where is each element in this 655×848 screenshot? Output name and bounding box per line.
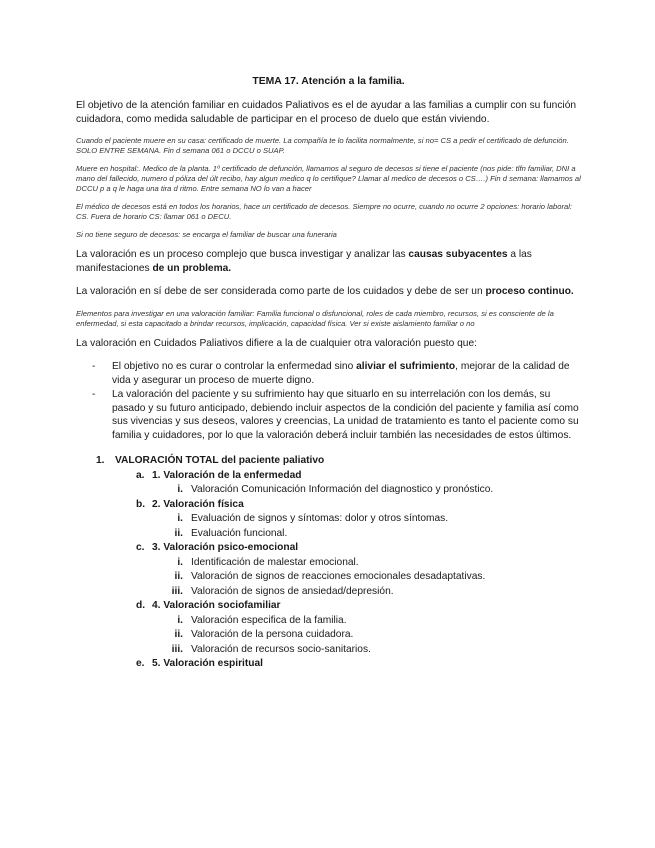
outline-item-text: Evaluación funcional. bbox=[191, 527, 288, 539]
outline-letter: c. bbox=[136, 542, 145, 553]
assessment-outline bbox=[76, 454, 581, 672]
outline-roman: ii. bbox=[174, 527, 183, 539]
text-segment: , mejorar de la calidad de vida y asegurar un proceso de muerte digno. bbox=[112, 361, 570, 386]
outline-item bbox=[76, 570, 581, 585]
outline-item-text: Valoración de la persona cuidadora. bbox=[191, 629, 354, 640]
outline-item bbox=[76, 483, 581, 498]
bold-segment: causas subyacentes bbox=[408, 249, 508, 260]
outline-item bbox=[76, 614, 581, 629]
outline-section bbox=[76, 599, 581, 614]
outline-item bbox=[76, 643, 581, 658]
outline-item bbox=[76, 512, 581, 527]
valoracion-continuous bbox=[76, 285, 581, 299]
outline-roman: i. bbox=[177, 614, 183, 626]
difiere-paragraph: La valoración en Cuidados Paliativos difiere a la de cualquier otra valoración puesto que: bbox=[76, 337, 477, 349]
note-insurance-doctor: El médico de decesos está en todos los horarios, hace un certificado de decesos. Siempre no ocurre, cuando no ocurre 2 opciones: horario laboral: CS. Fuera de horario CS: llamar 061 o DECU. bbox=[76, 202, 572, 221]
text-segment: El objetivo no es curar o controlar la enfermedad sino bbox=[112, 361, 357, 372]
bold-segment: proceso continuo. bbox=[485, 286, 574, 297]
text-segment: a las manifestaciones bbox=[76, 249, 532, 274]
text-segment: La valoración en sí debe de ser considerada como parte de los cuidados y debe de ser un bbox=[76, 286, 486, 297]
outline-item-text: Valoración de signos de reacciones emocionales desadaptativas. bbox=[191, 571, 486, 582]
outline-section-text: 1. Valoración de la enfermedad bbox=[152, 469, 302, 481]
outline-roman: iii. bbox=[171, 585, 183, 597]
outline-letter: b. bbox=[136, 498, 146, 510]
outline-item-text: Evaluación de signos y síntomas: dolor y otros síntomas. bbox=[191, 513, 449, 524]
outline-item-text: Valoración especifica de la familia. bbox=[191, 614, 347, 626]
valoracion-definition bbox=[76, 248, 581, 275]
bullet-dash: - bbox=[92, 361, 96, 372]
outline-section bbox=[76, 541, 581, 556]
outline-section-text: 3. Valoración psico-emocional bbox=[152, 542, 299, 553]
outline-section bbox=[76, 498, 581, 513]
outline-roman: i. bbox=[177, 556, 183, 568]
outline-roman: ii. bbox=[174, 629, 183, 640]
outline-item bbox=[76, 527, 581, 542]
outline-item bbox=[76, 628, 581, 643]
note-no-insurance: Si no tiene seguro de decesos: se encarga el familiar de buscar una funeraria bbox=[76, 230, 337, 239]
document-page bbox=[76, 76, 581, 672]
bold-segment: aliviar el sufrimiento bbox=[356, 361, 456, 372]
list-item bbox=[76, 360, 581, 387]
text-segment: La valoración del paciente y su sufrimiento hay que situarlo en su interrelación con los demás, su pasado y su futuro anticipado, debiendo incluir aspectos de la condición del paciente y familia así como sus vivencias y sus deseos, valores y creencias, La unidad de tratamiento es tanto el paciente como su familia y cuidadores, por lo que la valoración deberá incluir también las necesidades de estos últimos. bbox=[112, 389, 579, 441]
note-family-elements: Elementos para investigar en una valoración familiar: Familia funcional o disfuncional, roles de cada miembro, recursos, si es consciente de la enfermedad, si esta capacitado a brindar recursos, implicación, capacidad física. Ver si existe aislamiento familiar o no bbox=[76, 308, 554, 328]
page-title: TEMA 17. Atención a la familia. bbox=[252, 76, 405, 87]
note-death-in-hospital: Muere en hospital:. Medico de la planta. 1º certificado de defunción, llamamos al seguro de decesos si tiene el paciente (nos pide: tlfn familiar, DNI a mano del fallecido, numero d póliza del últ recibo, hay algun medico q lo certifique? Llamar al medico de decesos o CS….) Fin d semana: llamamos al DCCU p a q le haga una tira d ritmo. Entre semana NO lo van a hacer bbox=[76, 164, 581, 193]
bullet-dash: - bbox=[92, 389, 96, 400]
outline-item-text: Valoración Comunicación Información del diagnostico y pronóstico. bbox=[191, 484, 494, 495]
outline-roman: i. bbox=[177, 484, 183, 495]
text-segment: La valoración es un proceso complejo que busca investigar y analizar las bbox=[76, 249, 409, 260]
outline-heading bbox=[76, 454, 581, 469]
outline-roman: iii. bbox=[171, 643, 183, 655]
outline-section-text: 2. Valoración física bbox=[152, 498, 244, 510]
outline-section bbox=[76, 657, 581, 672]
outline-section-text: 4. Valoración sociofamiliar bbox=[152, 600, 281, 611]
outline-letter: e. bbox=[136, 658, 145, 669]
outline-item bbox=[76, 556, 581, 571]
outline-number: 1. bbox=[96, 455, 105, 466]
outline-letter: d. bbox=[136, 600, 146, 611]
bold-segment: de un problema. bbox=[152, 262, 232, 274]
difference-list bbox=[76, 360, 581, 442]
outline-letter: a. bbox=[136, 469, 145, 481]
intro-paragraph: El objetivo de la atención familiar en cuidados Paliativos es el de ayudar a las familias a cumplir con su función cuidadora, como medida saludable de participar en el proceso de duelo que están viviendo. bbox=[76, 100, 577, 125]
outline-heading-text: VALORACIÓN TOTAL del paciente paliativo bbox=[115, 455, 325, 466]
outline-roman: ii. bbox=[174, 571, 183, 582]
list-item bbox=[76, 388, 581, 442]
note-death-at-home: Cuando el paciente muere en su casa: certificado de muerte. La compañía te lo facilita normalmente, si no= CS a pedir el certificado de defunción. SOLO ENTRE SEMANA. Fin d semana 061 o DCCU o SUAP. bbox=[76, 136, 569, 155]
outline-section bbox=[76, 469, 581, 484]
outline-roman: i. bbox=[177, 513, 183, 524]
outline-item-text: Identificación de malestar emocional. bbox=[191, 556, 359, 568]
outline-section-text: 5. Valoración espiritual bbox=[152, 658, 263, 669]
outline-item bbox=[76, 585, 581, 600]
outline-item-text: Valoración de recursos socio-sanitarios. bbox=[191, 643, 371, 655]
outline-item-text: Valoración de signos de ansiedad/depresión. bbox=[191, 585, 394, 597]
